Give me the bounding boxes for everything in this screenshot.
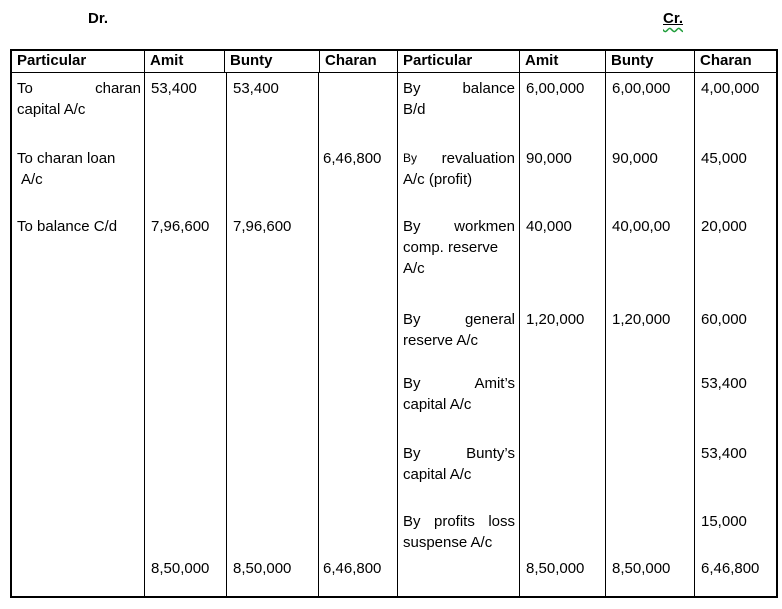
column-divider (397, 73, 398, 596)
credit-bunty-balance-bd: 6,00,000 (612, 80, 671, 97)
credit-amit-total: 8,50,000 (526, 560, 585, 577)
entry-line: A/c (21, 171, 43, 188)
column-divider (605, 73, 606, 596)
credit-side-label-text: Cr. (663, 10, 684, 27)
credit-charan-revaluation: 45,000 (701, 150, 747, 167)
table-body (12, 73, 776, 596)
credit-bunty-total: 8,50,000 (612, 560, 671, 577)
credit-charan-workmen: 20,000 (701, 218, 747, 235)
entry-line: To charan loan (17, 150, 116, 167)
entry-line: By workmen (403, 218, 515, 235)
credit-particular-amits-capital (403, 373, 515, 415)
credit-side-label (663, 9, 683, 28)
entry-line: capital A/c (403, 466, 472, 483)
credit-particular-profits-loss-suspense (403, 511, 515, 553)
credit-header-charan: Charan (700, 52, 752, 69)
credit-bunty-workmen: 40,00,00 (612, 218, 671, 235)
column-divider (318, 73, 319, 596)
debit-particular-charan-capital (17, 78, 141, 120)
entry-line: comp. reserve (403, 239, 499, 256)
credit-amit-revaluation: 90,000 (526, 150, 572, 167)
entry-line: B/d (403, 101, 426, 118)
entry-line: To balance C/d (17, 218, 118, 235)
column-divider (694, 73, 695, 596)
credit-amit-workmen: 40,000 (526, 218, 572, 235)
debit-bunty-total: 8,50,000 (233, 560, 292, 577)
entry-line: capital A/c (403, 396, 472, 413)
entry-line: A/c (profit) (403, 171, 473, 188)
debit-charan-total: 6,46,800 (323, 560, 382, 577)
entry-line: To charan (17, 80, 141, 97)
column-divider (519, 73, 520, 596)
entry-line: A/c (403, 260, 425, 277)
credit-amit-balance-bd: 6,00,000 (526, 80, 585, 97)
debit-particular-balance-cd (17, 216, 141, 237)
entry-line: By general (403, 311, 515, 328)
credit-charan-total: 6,46,800 (701, 560, 760, 577)
debit-amit-charan-capital: 53,400 (151, 80, 197, 97)
credit-header-particular: Particular (398, 51, 520, 72)
credit-header-amit: Amit (520, 51, 606, 72)
credit-particular-general-reserve (403, 309, 515, 351)
debit-bunty-balance-cd: 7,96,600 (233, 218, 292, 235)
entry-line: By balance (403, 80, 515, 97)
credit-particular-workmen-comp-reserve (403, 216, 515, 279)
credit-charan-balance-bd: 4,00,000 (701, 80, 760, 97)
credit-particular-balance-bd (403, 78, 515, 120)
credit-header-bunty: Bunty (606, 51, 695, 72)
credit-charan-profits-loss: 15,000 (701, 513, 747, 530)
credit-amit-general-reserve: 1,20,000 (526, 311, 585, 328)
entry-line: suspense A/c (403, 534, 493, 551)
credit-particular-buntys-capital (403, 443, 515, 485)
entry-line: By Amit’s (403, 375, 515, 392)
debit-header-amit: Amit (145, 51, 225, 72)
entry-line: capital A/c (17, 101, 86, 118)
credit-charan-buntys-capital: 53,400 (701, 445, 747, 462)
debit-header-charan: Charan (320, 51, 398, 72)
entry-line: By revaluation (403, 150, 515, 167)
credit-charan-amits-capital: 53,400 (701, 375, 747, 392)
debit-header-bunty: Bunty (225, 51, 320, 72)
partners-capital-account-table (10, 49, 778, 598)
column-divider (226, 73, 227, 596)
entry-line: reserve A/c (403, 332, 479, 349)
column-divider (144, 73, 145, 596)
debit-bunty-charan-capital: 53,400 (233, 80, 279, 97)
credit-bunty-general-reserve: 1,20,000 (612, 311, 671, 328)
credit-charan-general-reserve: 60,000 (701, 311, 747, 328)
debit-amit-total: 8,50,000 (151, 560, 210, 577)
debit-particular-charan-loan (17, 148, 141, 190)
credit-bunty-revaluation: 90,000 (612, 150, 658, 167)
debit-side-label: Dr. (88, 10, 109, 27)
debit-amit-balance-cd: 7,96,600 (151, 218, 210, 235)
table-header-row (12, 51, 776, 73)
entry-line: By profits loss (403, 513, 515, 530)
debit-header-particular: Particular (12, 51, 145, 72)
credit-particular-revaluation (403, 148, 515, 190)
entry-line: By Bunty’s (403, 445, 515, 462)
debit-charan-loan-amount: 6,46,800 (323, 150, 382, 167)
